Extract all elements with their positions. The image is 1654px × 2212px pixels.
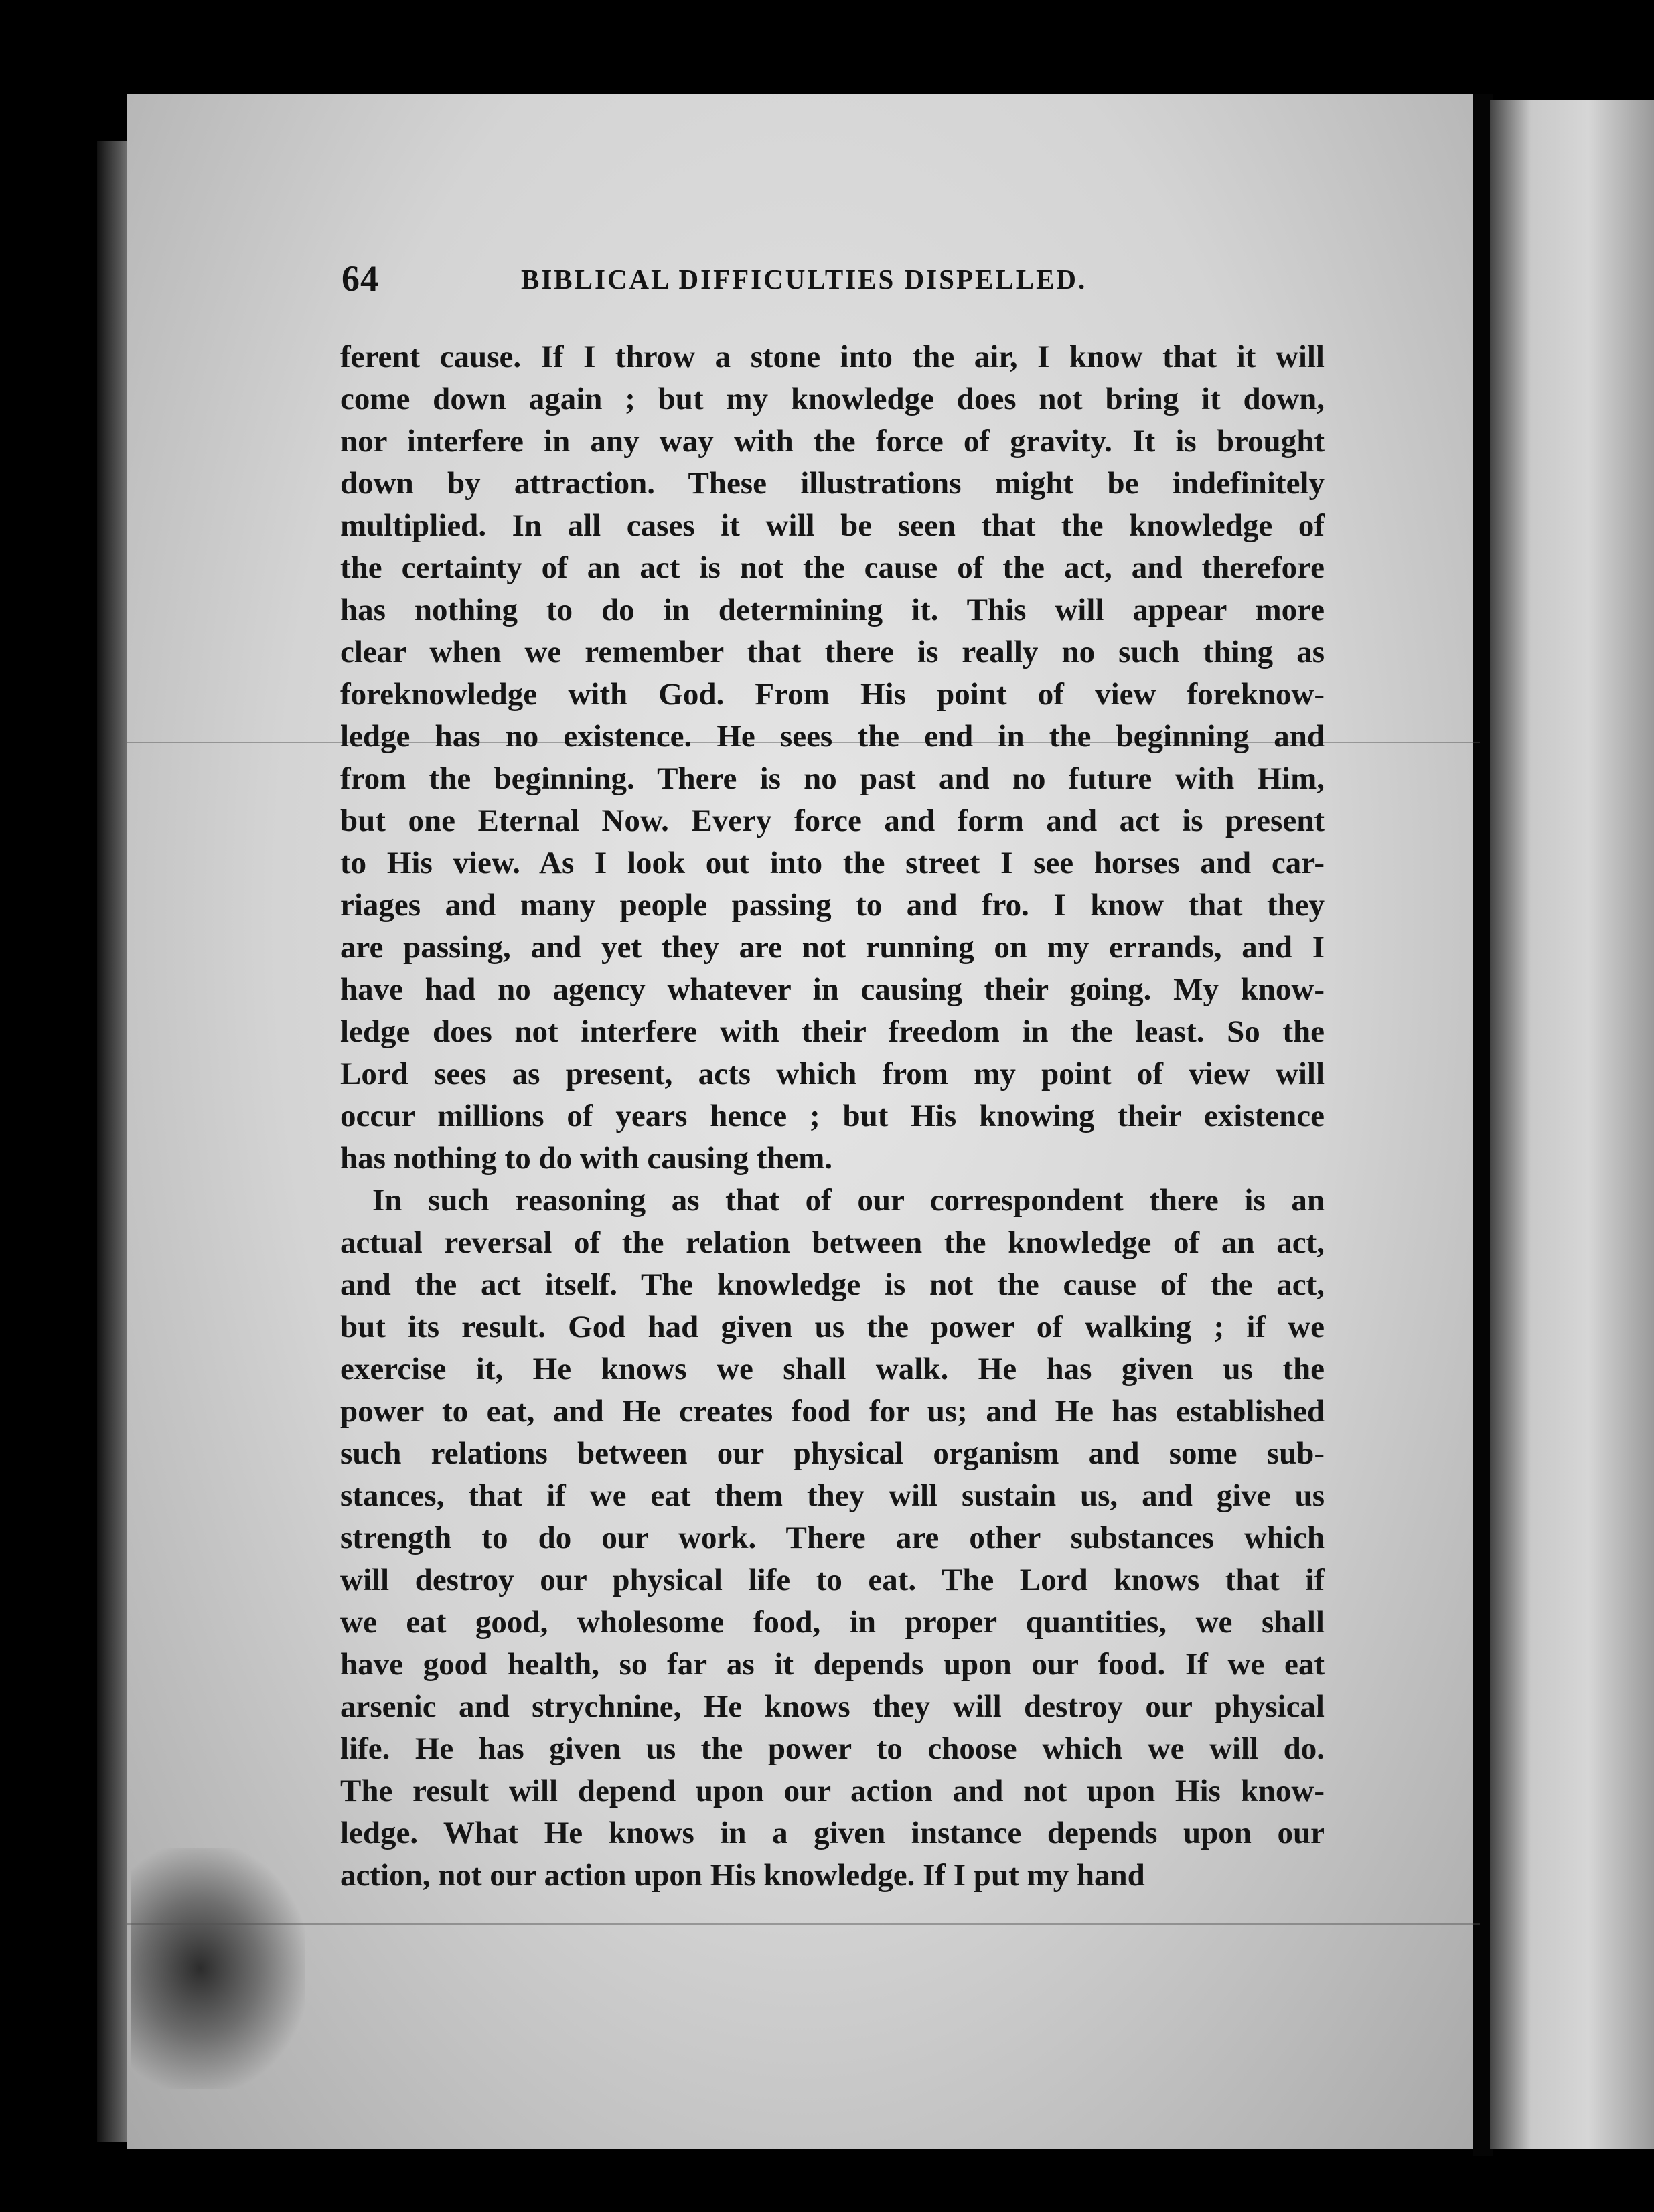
text-line: to His view. As I look out into the street I see horses and car- [340,846,1325,880]
text-line: strength to do our work. There are other substances which [340,1520,1325,1555]
text-line: has nothing to do in determining it. This will appear more [340,592,1325,627]
text-line: riages and many people passing to and fro. I know that they [340,888,1325,923]
text-line: stances, that if we eat them they will sustain us, and give us [340,1478,1325,1513]
ink-smudge [131,1848,305,2089]
text-line: and the act itself. The knowledge is not the cause of the act, [340,1267,1325,1302]
text-line: ledge. What He knows in a given instance depends upon our [340,1816,1325,1850]
text-line: have had no agency whatever in causing their going. My know- [340,972,1325,1007]
text-line: we eat good, wholesome food, in proper quantities, we shall [340,1605,1325,1640]
text-line: arsenic and strychnine, He knows they will destroy our physical [340,1689,1325,1724]
text-line: In such reasoning as that of our correspondent there is an [372,1183,1325,1218]
body-text [340,336,1325,1897]
text-line: ferent cause. If I throw a stone into the air, I know that it will [340,339,1325,374]
text-line: multiplied. In all cases it will be seen that the knowledge of [340,508,1325,543]
text-line: life. He has given us the power to choose which we will do. [340,1731,1325,1766]
text-line: but its result. God had given us the power of walking ; if we [340,1310,1325,1344]
text-line: have good health, so far as it depends upon our food. If we eat [340,1647,1325,1682]
text-line: occur millions of years hence ; but His knowing their existence [340,1099,1325,1133]
text-line: power to eat, and He creates food for us; and He has established [340,1394,1325,1429]
text-line: the certainty of an act is not the cause of the act, and therefore [340,550,1325,585]
text-line: action, not our action upon His knowledge. If I put my hand [340,1858,1145,1893]
text-line: has nothing to do with causing them. [340,1141,833,1176]
text-line: ledge does not interfere with their freedom in the least. So the [340,1014,1325,1049]
page-number: 64 [342,258,379,299]
text-line: but one Eternal Now. Every force and form and act is present [340,803,1325,838]
text-line: Lord sees as present, acts which from my point of view will [340,1056,1325,1091]
text-line: will destroy our physical life to eat. The Lord knows that if [340,1563,1325,1597]
facing-page-edge [1490,100,1654,2149]
text-line: ledge has no existence. He sees the end in the beginning and [340,719,1325,754]
text-line: are passing, and yet they are not running on my errands, and I [340,930,1325,965]
text-line: come down again ; but my knowledge does not bring it down, [340,382,1325,416]
scan-line [127,1923,1480,1925]
text-line: exercise it, He knows we shall walk. He has given us the [340,1352,1325,1387]
page-header [342,258,1326,305]
text-line: from the beginning. There is no past and no future with Him, [340,761,1325,796]
paragraph [340,1180,1325,1897]
running-head: BIBLICAL DIFFICULTIES DISPELLED. [521,264,1087,295]
text-line: clear when we remember that there is really no such thing as [340,635,1325,669]
text-line: foreknowledge with God. From His point of view foreknow- [340,677,1325,712]
text-line: such relations between our physical organism and some sub- [340,1436,1325,1471]
text-line: The result will depend upon our action and not upon His know- [340,1773,1325,1808]
paragraph [340,336,1325,1180]
text-line: actual reversal of the relation between the knowledge of an act, [340,1225,1325,1260]
text-line: down by attraction. These illustrations might be indefinitely [340,466,1325,501]
text-line: nor interfere in any way with the force of gravity. It is brought [340,424,1325,459]
